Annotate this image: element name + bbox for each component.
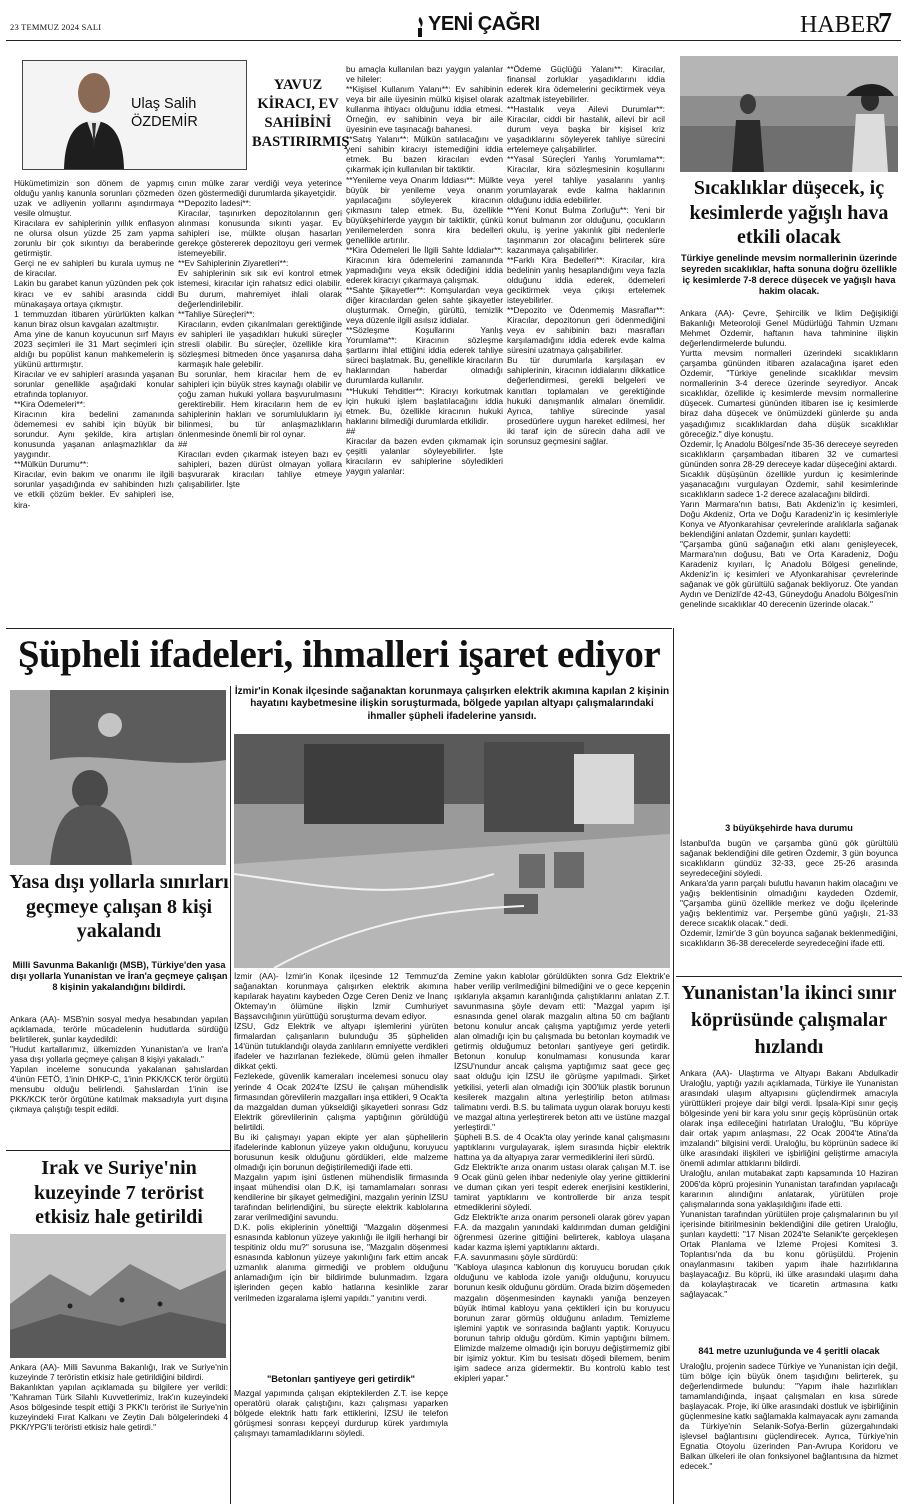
divider-v-left <box>230 686 231 1504</box>
opinion-column <box>8 54 668 629</box>
bridge-headline: Yunanistan'la ikinci sınır köprüsünde çalışmalar hızlandı <box>681 982 897 1058</box>
irak-photo <box>10 1234 226 1358</box>
header-rule <box>6 40 901 41</box>
main-lead: İzmir'in Konak ilçesinde sağanaktan korunmaya çalışırken elektrik akımına kapılan 2 kişinin hayatını kaybetmesine ilişkin soruşturmada, bölgede yapılan altyapı çalışmalarındaki ihmaller şüpheli ifadelerine yansıdı. <box>234 686 670 722</box>
weather-lead: Türkiye genelinde mevsim normallerinin üzerinde seyreden sıcaklıklar, hafta sonuna doğru özellikle iç kesimlerde 7-8 derece düşecek ve yağışlı hava hakim olacak. <box>681 253 897 296</box>
author-name: Ulaş Salih ÖZDEMİR <box>131 96 198 130</box>
weather-photo <box>680 56 898 172</box>
column-text-col1: Hükümetimizin son dönem de yapmış olduğu yanlış kanunla sorunları çözmeden uzak ve adliyenin yollarını aşındırmaya vesile olmuştur. Kiracılara ev sahiplerinin yıllık enflasyon ne olursa olsun yüzde 25 zam yapma zorunlu bir çok sıkıntıyı da beraberinde getirmiştir. Gerçi ne ev sahipleri bu kurala uymuş ne de kiracılar. Lakin bu garabet kanun yüzünden pek çok kiracı ve ev sahibi arasında ciddi münakaşaya ortaya çıkmıştır. 1 temmuzdan itibaren yürürlükten kalkan kanun biraz olsun kavgaları azaltmıştır. Ama yine de kanun koyucunun sırf Mayıs 2023 seçimleri ile 31 Mart seçimleri için aldığı bu popülist kanun mahkemelerin iş yükünü arttırmıştır. Kiracılar ve ev sahipleri arasında yaşanan sorunlar genellikle aşağıdaki konular etrafında toplanıyor. **Kira Ödemeleri**: Kiracının kira bedelini zamanında ödememesi ev sahibi için büyük bir sorundur. Aynı şekilde, kira artışları konusunda yaşanan anlaşmazlıklar da yaygındır. **Mülkün Durumu**: Kiracılar, evin bakım ve onarımı ile ilgili sorunlar yaşadığında ev sahibinden hızlı ve etkili çözüm bekler. Ev sahipleri ise, kira- <box>14 178 174 510</box>
column-text-col4: **Ödeme Güçlüğü Yalanı**: Kiracılar, finansal zorluklar yaşadıklarını iddia ederek kira ödemelerini geciktirmek veya azaltmak isteyebilirler. **Hastalık veya Ailevi Durumlar**: Kiracılar, ciddi bir hastalık, ailevi bir acil durum veya başka bir kişisel kriz yaşadıklarını söyleyerek tahliye sürecini ertelemeye çalışabilirler. **Yasal Süreçleri Yanlış Yorumlama**: Kiracılar, kira sözleşmesinin koşullarını veya yerel tahliye yasalarını yanlış yorumlayarak evde kalma haklarının olduğunu iddia edebilirler. **Yeni Konut Bulma Zorluğu**: Yeni bir konut bulmanın zor olduğunu, çocukların okulu, iş yerine yakınlık gibi nedenlerle taşınmanın zor olacağını belirterek süre kazanmaya çalışabilirler. **Farklı Kira Bedelleri**: Kiracılar, kira bedelinin yanlış hesaplandığını veya fazla olduğunu iddia ederek, ödemeleri geciktirmek veya çıkışı ertelemek isteyebilirler. **Depozito ve Ödenmemiş Masraflar**: Kiracılar, depozitonun geri ödenmediğini veya ev sahibinin bazı masrafları karşılamadığını iddia ederek evde kalma süresini uzatmaya çalışabilirler. Bu tür durumlarla karşılaşan ev sahiplerinin, kiracının iddialarını dikkatlice değerlendirmesi, gerekli belgeleri ve kanıtları toplamaları ve gerektiğinde hukuki danışmanlık almaları önemlidir. Ayrıca, tahliye sürecinde yasal prosedürlere uygun hareket edilmesi, her iki taraf için de sürecin daha adil ve sorunsuz geçmesini sağlar. <box>507 64 665 446</box>
logo-text: YENİ ÇAĞRI <box>428 13 540 35</box>
main-headline: Şüpheli ifadeleri, ihmalleri işaret ediyor <box>17 633 661 676</box>
irak-body: Ankara (AA)- Milli Savunma Bakanlığı, Irak ve Suriye'nin kuzeyinde 7 teröristin etkisiz hale getirildiğini bildirdi. Bakanlıktan yapılan açıklamada şu bilgilere yer verildi: "Kahraman Türk Silahlı Kuvvetlerimiz, Irak'ın kuzeyindeki Asos bölgesinde tespit ettiği 3 PKK'lı terörist ile Suriye'nin kuzeyindeki Fırat Kalkanı ve Zeytin Dalı bölgelerindeki 4 PKK/YPG'li teröristi etkisiz hale getirdi." <box>10 1362 228 1433</box>
page-number: 7 <box>878 8 892 39</box>
section-name: HABER <box>800 12 882 38</box>
msb-lead: Milli Savunma Bakanlığı (MSB), Türkiye'den yasa dışı yollarla Yunanistan ve İran'a geçmeye çalışan 8 kişinin yakalandığını bildirdi. <box>10 960 228 992</box>
main-subhead: "Betonları şantiyeye geri getirdik" <box>266 1374 416 1384</box>
divider-h-bridge <box>676 976 902 977</box>
author-photo <box>59 61 129 169</box>
weather-body-1: Ankara (AA)- Çevre, Şehircilik ve İklim Değişikliği Bakanlığı Meteoroloji Genel Müdürlüğü Tahmin Uzmanı Mehmet Özdemir, haftanın hava tahminine ilişkin değerlendirmelerde bulundu. Yurtta mevsim normalleri üzerindeki sıcaklıkların çarşamba gününden itibaren azalacağına işaret eden Özdemir, "Türkiye genelinde sıcaklıklar mevsim normallerinin 3-4 derece üzerinde seyrediyor. Ancak sıcaklıklar, özellikle iç kesimlerde mevsim normallerine düşecek. Cumartesi gününden itibaren ise iç kesimlerde biraz daha düşecek ve önümüzdeki günlerde şu anda yaşadığımız sıcaklıklardan daha düşük sıcaklıklar göreceğiz." diye konuştu. Özdemir, İç Anadolu Bölgesi'nde 35-36 dereceye seyreden sıcaklıkların çarşambadan itibaren 32 ve cumartesi gününden sonra 28-29 dereceye kadar düşeceğini aktardı. Sıcaklık düşüşünün özellikle yurdun iç kesimlerinde yaşanacağını vurgulayan Özdemir, sahil kesimlerinde sıcaklıkların sadece 1-2 derece azalacağını bildirdi. Yarın Marmara'nın batısı, Batı Akdeniz'in iç kesimleri, Doğu Akdeniz, Orta ve Doğu Karadeniz'in iç kesimleriyle Konya ve Afyonkarahisar çevrelerinde aralıklarla sağanak beklendiğini anlatan Özdemir, şunları kaydetti: "Çarşamba günü sağanağın etki alanı genişleyecek, Marmara'nın doğusu, Batı ve Orta Karadeniz, Doğu Karadeniz kıyıları, İç Anadolu Bölgesi genelinde, Akdeniz'in iç kesimleri ve Afyonkarahisar çevrelerinde sağanak ve gök gürültülü sağanak bekliyoruz. Öte yandan Aydın ve Denizli'de 42-43, Güneydoğu Anadolu Bölgesi'nin genelinde sıcaklıklar 40 derecenin üzerinde olacak." <box>680 308 898 610</box>
bridge-subhead: 841 metre uzunluğunda ve 4 şeritli olacak <box>698 1346 880 1356</box>
irak-headline: Irak ve Suriye'nin kuzeyinde 7 terörist etkisiz hale getirildi <box>34 1157 204 1228</box>
weather-story <box>676 52 902 972</box>
author-box <box>22 60 247 170</box>
msb-body: Ankara (AA)- MSB'nin sosyal medya hesabından yapılan açıklamada, terörle mücadelenin hudutlarda sürdüğü belirtilerek, şunlar kaydedildi: "Hudut kartallarımız, ülkemizden Yunanistan'a ve İran'a yasa dışı yollarla geçmeye çalışan 8 kişiyi yakaladı." Yapılan inceleme sonucunda yakalanan şahıslardan 4'ünün FETÖ, 1'inin DHKP-C, 1'inin PKK/KCK terör örgütü mensubu olduğu belirlendi. Şahıslardan 1'inin ise PKK/KCK terör örgütüne katılmak maksadıyla yurt dışına çıkmaya çalıştığı tespit edildi. <box>10 1014 228 1115</box>
weather-headline: Sıcaklıklar düşecek, iç kesimlerde yağışlı hava etkili olacak <box>689 177 889 248</box>
msb-photo <box>10 690 226 865</box>
column-text-col3: bu amaçla kullanılan bazı yaygın yalanlar ve hileler: **Kişisel Kullanım Yalanı**: Ev sahibinin veya bir aile üyesinin mülkü kişisel olarak kullanma ihtiyacı olduğunu iddia etmesi. Örneğin, ev sahibinin veya bir aile üyesinin eve taşınacağı bahanesi. **Satış Yalanı**: Mülkün satılacağını ve yeni sahibin kiracıyı istemediğini iddia etmek. Bu bazen kiracıları evden çıkarmak için kullanılan bir taktiktir. **Yenileme veya Onarım İddiası**: Mülkte büyük bir yenileme veya onarım yapılacağını söyleyerek kiracının çıkmasını talep etmek. Bu, özellikle büyükşehirlerde yaygın bir taktiktir, çünkü yenilemelerden sonra kira bedelleri genellikle artırılır. **Kira Ödemeleri İle İlgili Sahte İddialar**: Kiracının kira ödemelerini zamanında yapmadığını veya eksik ödediğini iddia ederek kiracıyı çıkarmaya çalışmak. **Sahte Şikayetler**: Komşulardan veya diğer kiracılardan gelen sahte şikayetler oluşturmak. Örneğin, gürültü, temizlik veya düzenle ilgili asılsız iddialar. **Sözleşme Koşullarını Yanlış Yorumlama**: Kiracının sözleşme şartlarını ihlal ettiğini iddia ederek tahliye süreci başlatmak. Bu, genellikle kiracıların haklarından haberdar olmadığı durumlarda kullanılır. **Hukuki Tehditler**: Kiracıyı korkutmak için hukuki işlem başlatılacağını iddia etmek. Bu, özellikle kiracının hukuki haklarını bilmediği durumlarda etkilidir. ## Kiracılar da bazen evden çıkmamak için çeşitli yalanlar söyleyebilirler. İşte kiracıların ev sahiplerine söyledikleri yaygın yalanlar: <box>346 64 503 476</box>
column-title: YAVUZ KİRACI, EV SAHİBİNİ BASTIRIRMIŞ <box>252 77 350 150</box>
bridge-body-2: Uraloğlu, projenin sadece Türkiye ve Yunanistan için değil, tüm bölge için büyük önem taşıdığını belirterek, şu değerlendirmede bulundu: "Yapım ihale hazırlıkları tamamlandığında, inşaat çalışmaları en kısa sürede başlayacak. Proje, iki ülke arasındaki dostluk ve işbirliğinin güçlenmesine katkı sağlamakla kalmayacak aynı zamanda da Türkiye'nin Selanik-Sofya-Berlin güzergahındaki işlevsel bağlantısını güçlendirecek. Ayrıca, Türkiye'nin Egnatia Otoyolu üzerinden Pan-Avrupa Koridoru ve Balkan ülkeleri ile olan fonksiyonel bağlantısına da hizmet edecek." <box>680 1361 898 1472</box>
divider-v-main <box>673 628 674 1504</box>
column-text-col2: cının mülke zarar verdiği veya yeterince özen göstermediği durumlarda şikayetçidir. **Depozito İadesi**: Kiracılar, taşınırken depozitolarının geri alınması konusunda sıkıntı yaşar. Ev sahipleri ise, mülkte oluşan hasarları gerekçe göstererek depozitoyu geri vermek istemeyebilir. **Ev Sahiplerinin Ziyaretleri**: Ev sahiplerinin sık sık evi kontrol etmek istemesi, kiracılar için rahatsız edici olabilir. Bu durum, mahremiyet ihlali olarak değerlendirilebilir. **Tahliye Süreçleri**: Kiracıların, evden çıkarılmaları gerektiğinde ev sahipleri ile yaşadıkları hukuki süreçler stresli olabilir. Bu süreçler, özellikle kira sözleşmesi bitmeden önce yaşanırsa daha karmaşık hale gelebilir. Bu sorunlar, hem kiracılar hem de ev sahipleri için büyük stres kaynağı olabilir ve çoğu zaman hukuki yollara başvurulmasını gerektirebilir. Hem kiracıların hem de ev sahiplerinin hakları ve sorumlulukların iyi bilinmesi, bu tür anlaşmazlıkların önlenmesinde önemli bir rol oynar. ## Kiracıları evden çıkarmak isteyen bazı ev sahipleri, bazen dürüst olmayan yollara başvurarak kiracıları tahliye etmeye çalışabilirler. İşte <box>178 178 342 490</box>
newspaper-logo <box>410 13 542 41</box>
page-header <box>0 0 907 44</box>
divider-h-main <box>6 628 672 629</box>
weather-subhead: 3 büyükşehirde hava durumu <box>725 823 853 833</box>
divider-h-irak <box>6 1150 230 1151</box>
main-story-photo <box>234 734 670 968</box>
main-body-col1: İzmir (AA)- İzmir'in Konak ilçesinde 12 Temmuz'da sağanaktan korunmaya çalışırken elektrik akımına kapılarak hayatını kaybeden Özge Ceren Deniz ve İnanç Öktemay'ın ölümüne ilişkin İzmir Cumhuriyet Başsavcılığının yürüttüğü soruşturma devam ediyor. İZSU, Gdz Elektrik ve altyapı işlemlerini yürüten firmalardan çalışanların bulunduğu 35 şüpheliden 14'ünün tutuklandığı olayda zanlıların emniyette verdikleri ifadeler ve hazırlanan fezlekede, ölümü gelen ihmaller dikkat çekti. Fezlekede, güvenlik kameraları incelemesi sonucu olay yerinde 4 Ocak 2024'te İZSU ile çalışan mühendislik firmasından görevlilerin mazgalları inşa ettikleri, 9 Ocak'ta da mazgaldan duman yükseldiği şikayetleri sonrası Gdz Elektrik görevlilerinin çalışma yaptığının görüldüğü belirtildi. Bu iki çalışmayı yapan ekipte yer alan şüphelilerin ifadelerinde kablonun yüzeye yakın olduğunu, koruyucu borusunun kesik olduğunu gördükleri, elde malzeme olmadığı için borunun değiştirilemediği ifade etti. Mazgalın yapım işini üstlenen mühendislik firmasında inşaat mühendisi olan D.K, işi tamamlamaları sonrası kendilerine bir şikayet gelmediğini, mazgalın yerinin İZSU tarafından belirlendiğini, bu süreçte elektrik kablolarına zarar verilmediğini savundu. D.K. polis ekiplerinin yönelttiği "Mazgalın döşenmesi esnasında kablonun yüzeye yakınlığı ile ilgili herhangi bir tespitiniz oldu mu?" sorusuna ise, "Mazgalın döşenmesi esnasında kablonun yüzeye yakınlığını fark ettim ancak uzmanlık alanıma girmediği ve problem olduğunu anlamadığım için bir bildirimde bulunmadım. İzgara işlerinden geçen kablo hatlarına kesinlikle zarar verilmeden izgaralama işlemi yapıldı." yanıtını verdi. <box>234 971 448 1303</box>
main-body-col1b: Mazgal yapımında çalışan ekiptekilerden Z.T. ise kepçe operatörü olarak çalıştığını, kazı çalışması yaparken bölgede elektrik hattı fark ettiklerini, İZSU ile telefon görüşmesi sonrası kepçeyi durdurup kürek yardımıyla çalışmayı tamamladıklarını söyledi. <box>234 1388 448 1439</box>
bridge-body-1: Ankara (AA)- Ulaştırma ve Altyapı Bakanı Abdulkadir Uraloğlu, yaptığı yazılı açıklamada, Türkiye ile Yunanistan arasındaki ulaşım altyapısını güçlendirmek amacıyla yürüttükleri projeye dair bilgi verdi. İpsala-Kipi sınır geçiş bölgesinde yeni bir kara yolu sınır geçiş köprüsünün ortak olarak inşa edileceğini hatırlatan Uraloğlu, "Bu köprüye dair ortak yapım anlaşması, 22 Ocak 2004'te Atina'da imzalandı" bilgisini verdi. Uraloğlu, bu köprünün sadece iki ülke arasındaki ilişkileri ve işbirliğini geliştirme amacıyla önemli adımlar attıklarını bildirdi. Uraloğlu, anılan mutabakat zaptı kapsamında 10 Haziran 2006'da köprü projesinin Yunanistan tarafından yapılacağı kararının alındığını anlatarak, yürütülen proje çalışmalarında sona yaklaşıldığını ifade etti. Yunanistan tarafından yürütülen proje çalışmalarının bu yıl içerisinde bitirilmesinin beklendiğini dile getiren Uraloğlu, şunları kaydetti: "17 Nisan 2024'te Selanik'te gerçekleşen Ortak Planlama ve İzleme Projesi Komitesi 3. Toplantısı'nda da bu konu görüşüldü. Projenin onaylanmasını takiben yapım ihale hazırlıklarına başlayacağız. Bu köprü, iki ülke arasındaki ulaşımı daha da kolaylaştıracak ve ticaretin artmasına katkı sağlayacak." <box>680 1068 898 1300</box>
torch-icon <box>410 15 430 39</box>
main-body-col2: Zemine yakın kablolar görüldükten sonra Gdz Elektrik'e haber verilip verilmediğini bilmediğini ve o gece kepçenin ışıklarıyla akşamın karanlığında çalıştıklarını anlatan Z.T. savunmasına şöyle devam etti: "Mazgal yapım işi esnasında genel olarak mazgalın altına 50 cm bağlantı betonu konulur ancak çalışma yaptığımız yerde yeterli alan olmadığı için bu çalışmada bu betonları koymadık ve getirmiş olduğumuz betonları şantiyeye geri getirdik. Betonun konulup konulmaması konusunda karar İZSU'nundur ancak çalışma yaptığımız saat gece geç saat olduğu için İZSU ile görüşme yapılmadı. Şirket yetkilisi, yeterli alan olmadığı için 300'lük plastik borunun kesilerek mazgalın altına yerleştirilip beton atılması talimatını verdi. B.S. bu talimata uygun olarak boruyu kesti ve mazgal altına yerleştirerek beton attı ve üstüne mazgal yerleştirdi." Şüpheli B.S. de 4 Ocak'ta olay yerinde kanal çalışmasını yaptıklarını vurgulayarak, işlem sırasında hiçbir elektrik hattına ya da altyapıya zarar vermediklerini ileri sürdü. Gdz Elektrik'te arıza onarım ustası olarak çalışan M.T. ise 9 Ocak günü gelen ihbar nedeniyle olay yerine gittiklerini ve duman çıkan yeri tespit ederek enerjisini kestiklerini, tamirat yaptıklarını ve kontrollerde bir arıza tespit etmediklerini söyledi. Gdz Elektrik'te arıza onarım personeli olarak görev yapan F.A. da mazgalın yanındaki kaldırımdan duman geldiğini öğrenmesi üzerine gittiğini belirterek, kabloya ulaşana kadar kazma işlemi yaptıklarını aktardı. F.A. savunmasını şöyle sürdürdü: "Kabloya ulaşınca kablonun dış koruyucu borudan çıkık olduğunu ve kabloda izole yanığı olduğunu, koruyucu borunun kesik olduğunu gördüm. Orada bizim döşemeden mazgalın döşenmesinden kaynaklı yanığa benzeyen büyük ihtimal kabloyu yana çektikleri için bu koruyucu borunun zarar görmüş olduğunu anladım. Temizleme işlemini yaptık ve sonrasında bağlantı yaptık. Koruyucu borunun tahrip olduğu gördüm. Kimin yaptığını bilmem. Elimizde malzeme olmadığı için boruyu değiştirmemiz gibi bir işimiz yoktur. Kim bu tesisatı döşedi bilemem, benim işim sadece arıza gidermektir. Bu kontrolü kablo test ekipleri yapar." <box>454 971 670 1383</box>
weather-body-2: İstanbul'da bugün ve çarşamba günü gök gürültülü sağanak beklendiğini dile getiren Özdemir, 3 gün boyunca sıcaklıkların gündüz 32-33, gece 25-26 arasında seyredeceğini söyledi. Ankara'da yarın parçalı bulutlu havanın hakim olacağını ve yağış beklentisinin olmadığını kaydeden Özdemir, "Çarşamba günü özellikle merkez ve doğu ilçelerinde yağış beklentimiz var. Perşembe günü yağışlı, 21-33 derece sıcaklık olacak." dedi. Özdemir, İzmir'de 3 gün boyunca sağanak beklenmediğini, sıcaklıkların 36-38 derecelerde seyredeceğini ifade etti. <box>680 838 898 949</box>
msb-headline: Yasa dışı yollarla sınırları geçmeye çalışan 8 kişi yakalandı <box>9 871 229 942</box>
issue-date: 23 TEMMUZ 2024 SALI <box>10 22 102 32</box>
